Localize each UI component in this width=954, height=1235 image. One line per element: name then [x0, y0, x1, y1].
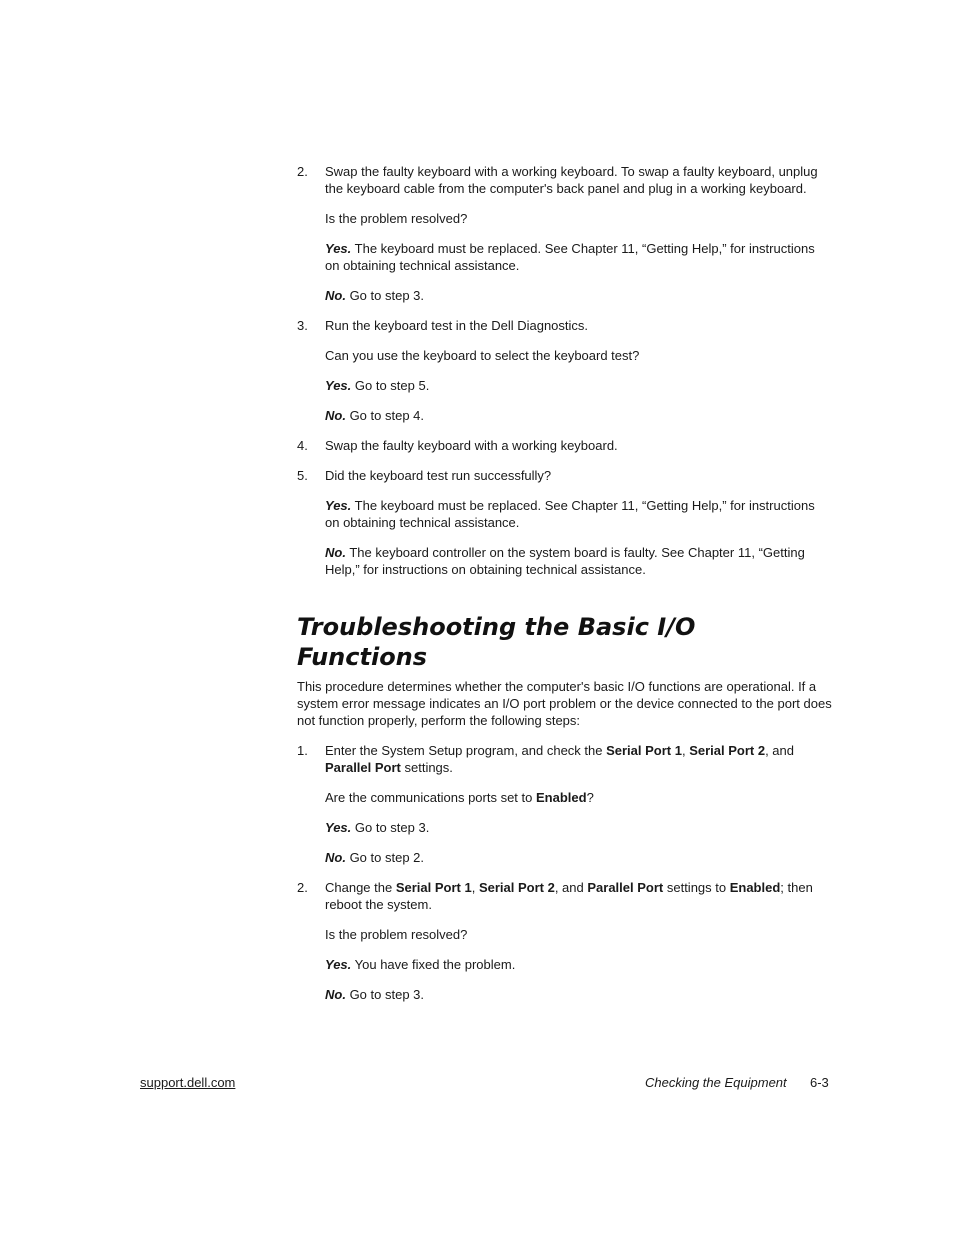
io-step-1-no — [297, 849, 832, 866]
io-step-2-question: Is the problem resolved? — [325, 927, 468, 942]
no-label: No. — [325, 288, 346, 303]
step-text: Swap the faulty keyboard with a working keyboard. — [325, 438, 618, 453]
footer-chapter-title: Checking the Equipment — [645, 1075, 787, 1090]
kb-step-2 — [297, 163, 832, 197]
yes-text: Go to step 3. — [351, 820, 430, 835]
io-step-1 — [297, 742, 832, 776]
yes-text: Go to step 5. — [351, 378, 430, 393]
step-text: Run the keyboard test in the Dell Diagnostics. — [325, 318, 589, 333]
io-step-1-question: Are the communications ports set to Enabled? — [325, 790, 594, 805]
yes-text: The keyboard must be replaced. See Chapter 11, “Getting Help,” for instructions on obtaining technical assistance. — [325, 241, 815, 273]
yes-label: Yes. — [325, 498, 352, 513]
no-label: No. — [325, 850, 346, 865]
kb-step-3-yes — [297, 377, 832, 394]
step-text: Did the keyboard test run successfully? — [325, 468, 552, 483]
step-number: 4. — [297, 438, 308, 453]
io-step-1-yes — [297, 819, 832, 836]
kb-step-5 — [297, 467, 832, 484]
kb-step-3-question: Can you use the keyboard to select the keyboard test? — [325, 348, 640, 363]
yes-text: The keyboard must be replaced. See Chapter 11, “Getting Help,” for instructions on obtaining technical assistance. — [325, 498, 815, 530]
kb-step-3 — [297, 317, 832, 334]
no-text: Go to step 3. — [345, 987, 424, 1002]
io-step-2 — [297, 879, 832, 913]
step-number: 5. — [297, 468, 308, 483]
kb-step-4 — [297, 437, 832, 454]
kb-step-2-yes — [297, 240, 832, 274]
step-text: Swap the faulty keyboard with a working keyboard. To swap a faulty keyboard, unplug the keyboard cable from the computer's back panel and plug in a working keyboard. — [325, 164, 818, 196]
section-intro: This procedure determines whether the computer's basic I/O functions are operational. If a system error message indicates an I/O port problem or the device connected to the port does not function properly, perform the following steps: — [297, 679, 832, 728]
kb-step-5-no — [297, 544, 832, 578]
page-content — [297, 163, 832, 1016]
io-step-2-no — [297, 986, 832, 1003]
kb-step-2-question: Is the problem resolved? — [325, 211, 468, 226]
no-label: No. — [325, 545, 346, 560]
yes-label: Yes. — [325, 378, 352, 393]
step-number: 2. — [297, 880, 308, 895]
section-heading: Troubleshooting the Basic I/O Functions — [297, 613, 696, 671]
yes-label: Yes. — [325, 957, 352, 972]
kb-step-2-no — [297, 287, 832, 304]
no-text: Go to step 4. — [345, 408, 424, 423]
yes-label: Yes. — [325, 820, 352, 835]
no-text: Go to step 2. — [345, 850, 424, 865]
kb-step-3-no — [297, 407, 832, 424]
step-number: 3. — [297, 318, 308, 333]
no-label: No. — [325, 408, 346, 423]
io-step-2-yes — [297, 956, 832, 973]
yes-text: You have fixed the problem. — [351, 957, 516, 972]
step-text: Enter the System Setup program, and check the Serial Port 1, Serial Port 2, and Parallel Port settings. — [325, 743, 794, 775]
step-number: 1. — [297, 743, 308, 758]
no-text: Go to step 3. — [345, 288, 424, 303]
footer-page-number: 6-3 — [810, 1075, 829, 1090]
no-label: No. — [325, 987, 346, 1002]
kb-step-5-yes — [297, 497, 832, 531]
footer-support-link[interactable]: support.dell.com — [140, 1075, 236, 1090]
yes-label: Yes. — [325, 241, 352, 256]
step-number: 2. — [297, 164, 308, 179]
step-text: Change the Serial Port 1, Serial Port 2, and Parallel Port settings to Enabled; then reboot the system. — [325, 880, 813, 912]
no-text: The keyboard controller on the system board is faulty. See Chapter 11, “Getting Help,” for instructions on obtaining technical assistance. — [325, 545, 805, 577]
